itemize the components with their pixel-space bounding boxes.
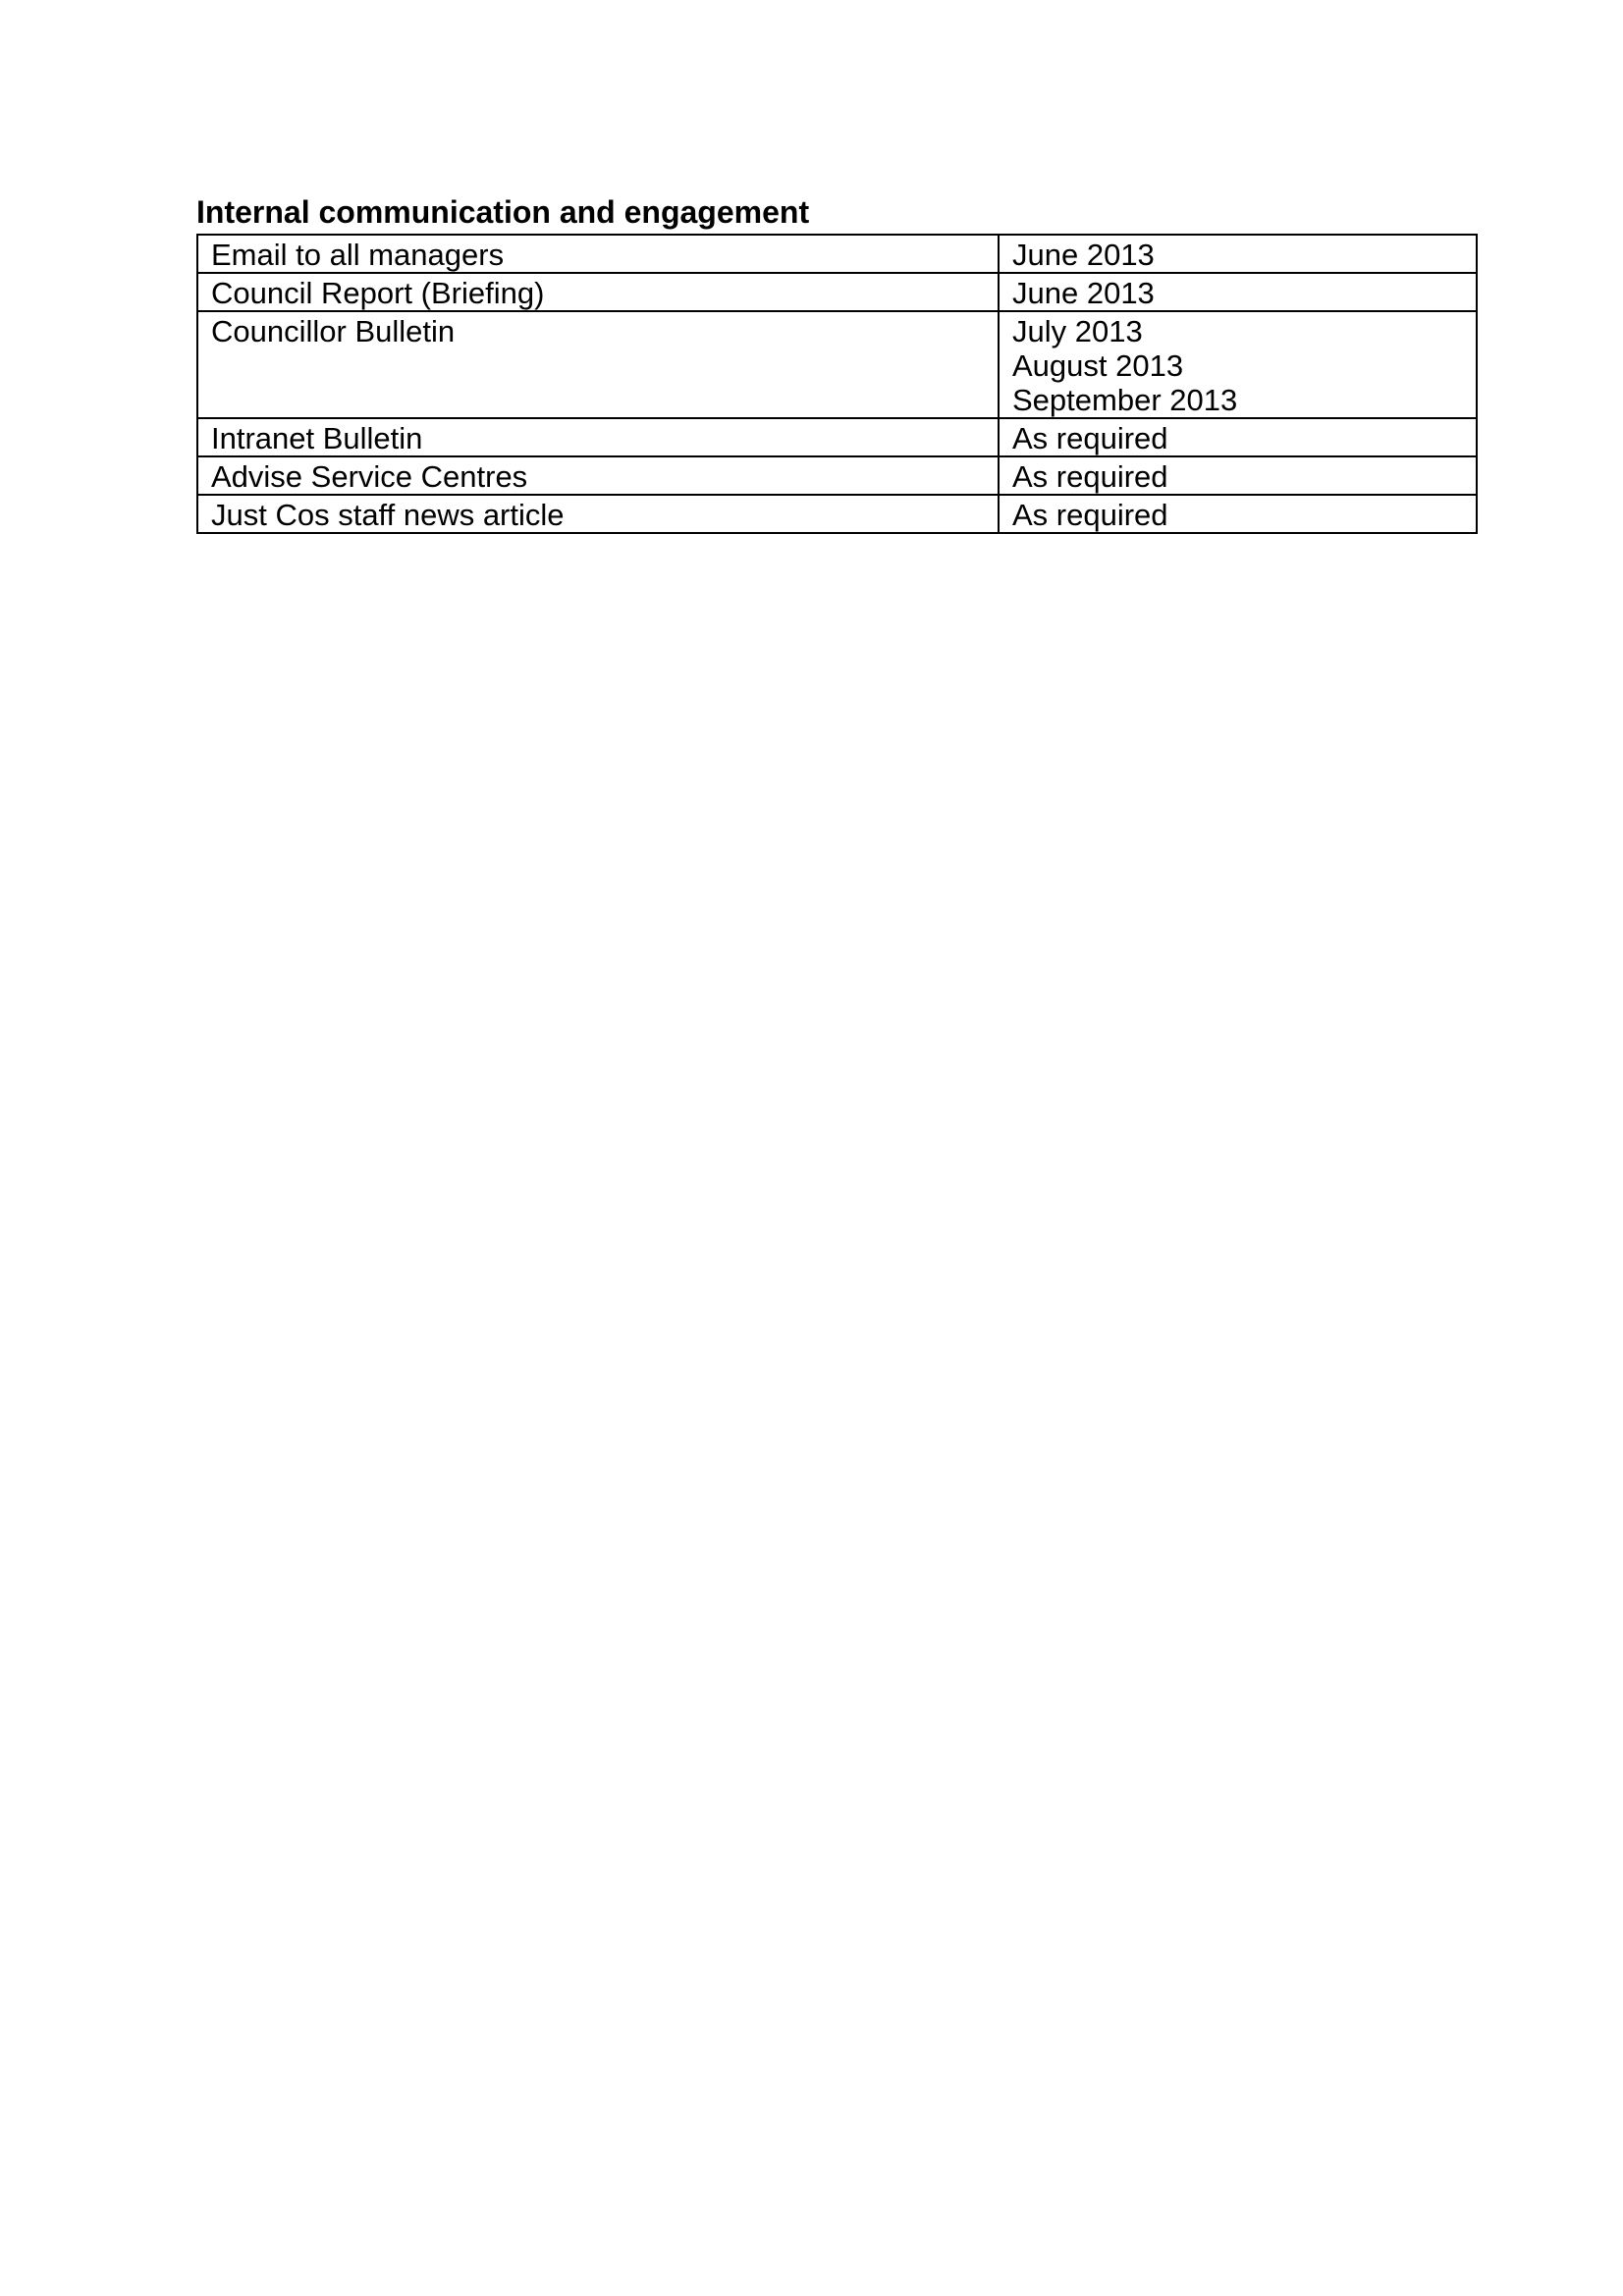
timing-cell <box>999 311 1477 418</box>
section-heading: Internal communication and engagement <box>196 194 810 230</box>
item-cell: Council Report (Briefing) <box>197 273 999 311</box>
timing-text: August 2013 <box>1012 348 1184 383</box>
item-cell: Just Cos staff news article <box>197 495 999 533</box>
timing-text: As required <box>1012 498 1168 532</box>
item-cell: Email to all managers <box>197 235 999 273</box>
table-row <box>197 456 1477 495</box>
table-row <box>197 495 1477 533</box>
timing-cell <box>999 418 1477 456</box>
table-row <box>197 418 1477 456</box>
timing-cell <box>999 495 1477 533</box>
table-row <box>197 311 1477 418</box>
timing-cell <box>999 235 1477 273</box>
item-cell: Intranet Bulletin <box>197 418 999 456</box>
communications-table <box>196 234 1478 534</box>
table-row <box>197 235 1477 273</box>
timing-text: June 2013 <box>1012 276 1155 310</box>
timing-text: July 2013 <box>1012 314 1143 348</box>
timing-cell <box>999 456 1477 495</box>
timing-text: September 2013 <box>1012 383 1238 417</box>
item-cell: Advise Service Centres <box>197 456 999 495</box>
timing-cell <box>999 273 1477 311</box>
timing-text: June 2013 <box>1012 238 1155 272</box>
timing-text: As required <box>1012 421 1168 455</box>
item-cell: Councillor Bulletin <box>197 311 999 418</box>
timing-text: As required <box>1012 459 1168 494</box>
table-row <box>197 273 1477 311</box>
